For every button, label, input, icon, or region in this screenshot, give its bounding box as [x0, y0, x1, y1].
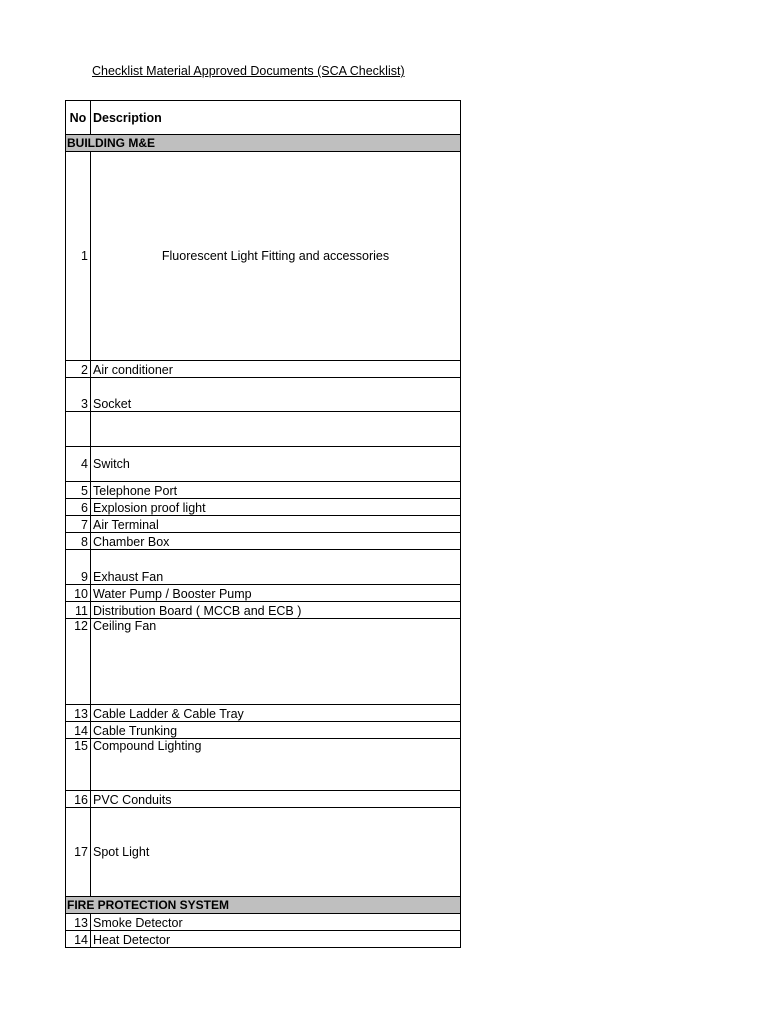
row-no: 2	[66, 361, 91, 378]
row-description: Cable Trunking	[91, 722, 461, 739]
row-description: Compound Lighting	[91, 739, 461, 791]
row-description: PVC Conduits	[91, 791, 461, 808]
table-row	[66, 533, 461, 550]
row-description: Exhaust Fan	[91, 550, 461, 585]
table-row	[66, 619, 461, 705]
row-no: 8	[66, 533, 91, 550]
table-row	[66, 499, 461, 516]
row-description: Water Pump / Booster Pump	[91, 585, 461, 602]
row-description: Heat Detector	[91, 931, 461, 948]
row-no: 14	[66, 722, 91, 739]
table-row	[66, 585, 461, 602]
table-row	[66, 931, 461, 948]
row-description: Air conditioner	[91, 361, 461, 378]
row-no: 14	[66, 931, 91, 948]
table-row	[66, 550, 461, 585]
row-no: 13	[66, 705, 91, 722]
table-row	[66, 791, 461, 808]
row-description: Air Terminal	[91, 516, 461, 533]
row-description: Cable Ladder & Cable Tray	[91, 705, 461, 722]
row-description	[91, 412, 461, 447]
row-description: Spot Light	[91, 808, 461, 897]
table-row	[66, 447, 461, 482]
row-no: 11	[66, 602, 91, 619]
header-no: No	[66, 101, 91, 135]
table-row	[66, 602, 461, 619]
table-row	[66, 412, 461, 447]
row-no: 12	[66, 619, 91, 705]
row-no: 3	[66, 378, 91, 412]
row-no: 9	[66, 550, 91, 585]
table-row	[66, 914, 461, 931]
section-fire-protection	[66, 897, 461, 914]
table-row	[66, 378, 461, 412]
table-row	[66, 482, 461, 499]
row-description: Telephone Port	[91, 482, 461, 499]
row-description: Socket	[91, 378, 461, 412]
table-row	[66, 516, 461, 533]
table-row	[66, 808, 461, 897]
row-no	[66, 412, 91, 447]
section-title: BUILDING M&E	[66, 135, 461, 152]
section-building-me	[66, 135, 461, 152]
row-description: Chamber Box	[91, 533, 461, 550]
row-no: 7	[66, 516, 91, 533]
row-description: Switch	[91, 447, 461, 482]
row-no: 10	[66, 585, 91, 602]
row-description: Explosion proof light	[91, 499, 461, 516]
header-description: Description	[91, 101, 461, 135]
row-no: 6	[66, 499, 91, 516]
row-description: Ceiling Fan	[91, 619, 461, 705]
table-row	[66, 722, 461, 739]
row-description: Fluorescent Light Fitting and accessories	[91, 152, 461, 361]
row-no: 13	[66, 914, 91, 931]
row-no: 5	[66, 482, 91, 499]
document-title: Checklist Material Approved Documents (SCA Checklist)	[92, 64, 405, 78]
table-row	[66, 705, 461, 722]
checklist-table	[65, 100, 461, 948]
row-no: 15	[66, 739, 91, 791]
row-description: Distribution Board ( MCCB and ECB )	[91, 602, 461, 619]
table-row	[66, 739, 461, 791]
row-no: 4	[66, 447, 91, 482]
row-no: 17	[66, 808, 91, 897]
section-title: FIRE PROTECTION SYSTEM	[66, 897, 461, 914]
row-no: 1	[66, 152, 91, 361]
table-header-row	[66, 101, 461, 135]
row-no: 16	[66, 791, 91, 808]
row-description: Smoke Detector	[91, 914, 461, 931]
table-row	[66, 152, 461, 361]
table-row	[66, 361, 461, 378]
